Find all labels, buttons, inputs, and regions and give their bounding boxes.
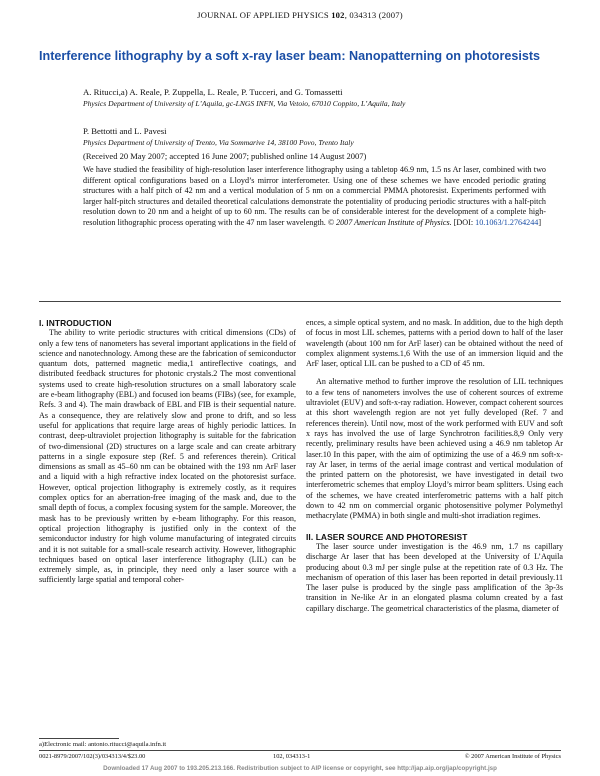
journal-name: JOURNAL OF APPLIED PHYSICS bbox=[197, 10, 329, 20]
footer-page-number: 102, 034313-1 bbox=[273, 753, 311, 760]
download-notice[interactable]: Downloaded 17 Aug 2007 to 193.205.213.166. Redistribution subject to AIP license or copyright, see http://jap.aip.org/jap/copyright.jsp bbox=[103, 765, 497, 772]
abstract bbox=[83, 165, 546, 228]
running-header bbox=[0, 10, 600, 20]
intro-paragraph-1: The ability to write periodic structures with critical dimensions (CDs) of only a few tens of nanometers has several important applications in the field of science and nanotechnology. Among these are the fabrication of semiconductor quantum dots, patterned magnetic media,1 antireflective coatings, and distributed feedback structures for photonic crystals.2 The most conventional systems used to create high-resolution structures on a small laboratory scale are e-beam lithography (EBL) and focused ion beams (FIBs) (see, for example, Refs. 3 and 4). The main drawback of EBL and FIB is their sequential nature. As a consequence, they are relatively slow and prone to drift, and so less useful for applications that require large areas of highly periodic lattices. In contrast, deep-ultraviolet projection lithography is suitable for the fabrication of two-dimensional (2D) structures on a large scale and can create arbitrary patterns in a single exposure step (Ref. 5 and references therein). Critical dimensions as small as 45–60 nm can be obtained with the 193 nm ArF laser and a liquid with a high refractive index located on the photoresist surface. However, optical projection lithography is extremely costly, as it requires complex optics for an aberration-free imaging of the mask and, due to the small depth of focus, a complex focusing system for the sample. Moreover, the mask has to be previously written by e-beam lithography. For this reason, optical projection lithography is justified only in the context of the semiconductor industry for high volume manufacturing of integrated circuits and it is not suitable for a small-scale research activity. However, lithographic techniques based on optical laser interference lithography (LIL) can be extremely simple, as, in principle, they need only a laser source with a sufficiently large spatial and temporal coher- bbox=[39, 328, 296, 585]
footer-issn: 0021-8979/2007/102(3)/034313/4/$23.00 bbox=[39, 753, 146, 760]
article-title: Interference lithography by a soft x-ray laser beam: Nanopatterning on photoresists bbox=[39, 49, 541, 63]
affiliation-1: Physics Department of University of L’Aquila, gc-LNGS INFN, Via Vetoio, 67010 Coppito, L’Aquila, Italy bbox=[83, 99, 406, 108]
footnote-rule bbox=[39, 738, 119, 739]
abstract-copyright: © 2007 American Institute of Physics. bbox=[327, 217, 452, 227]
intro-paragraph-continued: ences, a simple optical system, and no mask. In addition, due to the high depth of focus in most LIL schemes, patterns with a period down to half of the laser wavelength (about 100 nm for ArF laser) can be obtained without the need of complex alignment systems.1,6 With the use of an immersion liquid and the ArF laser, optical LIL can be pushed to a CD of 45 nm. bbox=[306, 318, 563, 369]
section-heading-laser-source: II. LASER SOURCE AND PHOTORESIST bbox=[306, 531, 468, 542]
author-list-2: P. Bettotti and L. Pavesi bbox=[83, 126, 167, 136]
section-heading-introduction: I. INTRODUCTION bbox=[39, 318, 112, 328]
doi-suffix: ] bbox=[538, 217, 542, 227]
left-column bbox=[39, 318, 296, 586]
laser-paragraph-1: The laser source under investigation is the 46.9 nm, 1.7 ns capillary discharge Ar laser that has been developed at the University of L’Aquila producing about 0.3 mJ per single pulse at the repetition rate of 0.3 Hz. The mechanism of operation of this laser has been reported in detail previously.11 The laser pulse is produced by the single pass amplification of the 3p-3s transition in Ne-like Ar in an elongated plasma column created by a fast capillary discharge. The geometrical characteristics of the plasma, diameter of bbox=[306, 541, 563, 613]
author-list-1: A. Ritucci,a) A. Reale, P. Zuppella, L. Reale, P. Tucceri, and G. Tomassetti bbox=[83, 87, 343, 97]
affiliation-2: Physics Department of University of Trento, Via Sommarive 14, 38100 Povo, Trento Italy bbox=[83, 138, 354, 147]
intro-paragraph-2: An alternative method to further improve the resolution of LIL techniques to a few tens of nanometers involves the use of coherent sources of extreme ultraviolet (EUV) and soft-x-ray radiation. However, compact coherent sources at this short wavelength region are not yet fully developed (Ref. 7 and references therein). Until now, most of the work performed with EUV and soft x rays has involved the use of large Synchrotron facilities.8,9 Only very recently, preliminary results have been achieved using a 46.9 nm tabletop Ar laser.10 In this paper, with the aim of optimizing the use of a 46.9 nm soft-x-ray Ar laser, in terms of the aerial image contrast and vertical modulation of the printed pattern on the photoresist, we have investigated in detail two interferometric schemes that employ Lloyd’s mirror beam splitters. Using each of the schemes, we have created interferometric patterns with a half pitch down to 42 nm on commercial organic photosensitive polymer Polymethyl methacrylate (PMMA) in both single and multi-shot irradiation regimes. bbox=[306, 377, 563, 521]
author-email-footnote: a)Electronic mail: antonio.ritucci@aquila.infn.it bbox=[39, 741, 167, 748]
doi-prefix: [DOI: bbox=[451, 217, 476, 227]
received-dates: (Received 20 May 2007; accepted 16 June 2007; published online 14 August 2007) bbox=[83, 151, 367, 161]
article-number: , 034313 (2007) bbox=[344, 10, 403, 20]
journal-volume: 102 bbox=[331, 10, 345, 20]
footer-copyright: © 2007 American Institute of Physics bbox=[464, 753, 561, 760]
abstract-text: We have studied the feasibility of high-resolution laser interference lithography using a tabletop 46.9 nm, 1.5 ns Ar laser, combined with two different optical configurations based on a Lloyd’s mirror interferometer. Using one of these schemes we have encoded periodic grating structures with a half pitch of 42 nm and a vertical modulation of 5 nm on a commercial PMMA photoresist. Experiments performed with larger half-pitch structures and detailed theoretical calculations demonstrate the potentiality of producing periodic structures with a half-pitch resolution down to 20 nm and a height of up to 60 nm. The results can be of considerable interest for the development of a complete high-resolution lithographic process operating with the 47 nm laser wavelength. bbox=[83, 165, 546, 227]
doi-link[interactable]: 10.1063/1.2764244 bbox=[475, 217, 539, 227]
right-column bbox=[306, 318, 563, 614]
footer-divider bbox=[39, 750, 561, 751]
abstract-divider bbox=[39, 301, 561, 302]
